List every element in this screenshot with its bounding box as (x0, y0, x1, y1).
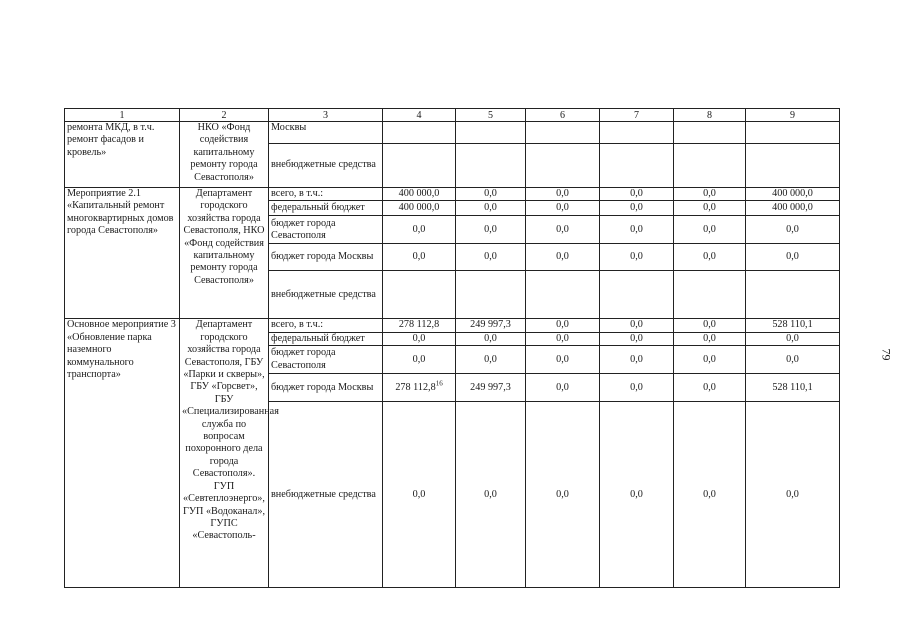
measure-name-cell: ремонта МКД, в т.ч. ремонт фасадов и кровель» (65, 122, 180, 188)
value-cell: 0,0 (383, 346, 456, 374)
header-cell: 6 (526, 109, 600, 122)
source-cell: внебюджетные средства (269, 402, 383, 588)
value-cell: 249 997,3 (456, 319, 526, 332)
value-cell: 0,0 (674, 402, 746, 588)
header-cell: 1 (65, 109, 180, 122)
value-cell: 249 997,3 (456, 374, 526, 402)
value-cell (526, 144, 600, 188)
value-cell: 528 110,1 (746, 374, 840, 402)
value-cell: 0,0 (600, 332, 674, 345)
value-cell: 0,0 (526, 332, 600, 345)
value-cell: 0,0 (674, 188, 746, 201)
value-cell: 400 000,0 (383, 201, 456, 216)
value-cell (456, 144, 526, 188)
value-cell: 0,0 (383, 402, 456, 588)
value-cell: 0,0 (746, 244, 840, 271)
header-cell: 3 (269, 109, 383, 122)
measure-name-cell: Мероприятие 2.1 «Капитальный ремонт многоквартирных домов города Севастополя» (65, 188, 180, 319)
source-cell: Москвы (269, 122, 383, 144)
page-number: 79 (879, 348, 894, 361)
executor-cell: Департамент городского хозяйства города Севастополя, ГБУ «Парки и скверы», ГБУ «Горсвет», ГБУ «Специализированная служба по вопросам похоронного дела города Севастополя». ГУП «Севтеплоэнерго», ГУП «Водоканал», ГУПС «Севастополь- (180, 319, 269, 588)
source-cell: всего, в т.ч.: (269, 188, 383, 201)
value-cell: 0,0 (526, 374, 600, 402)
value-cell: 0,0 (456, 188, 526, 201)
source-cell: бюджет города Москвы (269, 374, 383, 402)
source-cell: федеральный бюджет (269, 201, 383, 216)
value-cell: 0,0 (746, 402, 840, 588)
source-cell: внебюджетные средства (269, 271, 383, 319)
value-cell: 400 000,0 (383, 188, 456, 201)
source-cell: бюджет города Москвы (269, 244, 383, 271)
value-cell: 0,0 (526, 402, 600, 588)
value-cell: 0,0 (674, 346, 746, 374)
table-row (65, 188, 840, 201)
value-cell (526, 271, 600, 319)
value-cell: 0,0 (526, 244, 600, 271)
value-cell: 0,0 (526, 346, 600, 374)
value-cell (600, 144, 674, 188)
executor-cell: НКО «Фонд содействия капитальному ремонту города Севастополя» (180, 122, 269, 188)
value-cell: 0,0 (526, 201, 600, 216)
value-cell: 0,0 (456, 332, 526, 345)
value-cell (383, 144, 456, 188)
value-cell: 0,0 (456, 346, 526, 374)
value-cell: 0,0 (746, 346, 840, 374)
value-cell: 0,0 (456, 244, 526, 271)
header-cell: 9 (746, 109, 840, 122)
source-cell: всего, в т.ч.: (269, 319, 383, 332)
value-cell: 0,0 (600, 374, 674, 402)
value-cell (600, 271, 674, 319)
value-cell: 0,0 (600, 216, 674, 244)
value-cell (600, 122, 674, 144)
value-cell: 528 110,1 (746, 319, 840, 332)
footnote-mark: 16 (435, 379, 443, 388)
value-cell: 0,0 (456, 402, 526, 588)
value-cell: 0,0 (600, 201, 674, 216)
value-cell: 0,0 (674, 201, 746, 216)
value-cell: 0,0 (526, 319, 600, 332)
source-cell: федеральный бюджет (269, 332, 383, 345)
budget-table (64, 108, 840, 588)
value-cell: 0,0 (674, 244, 746, 271)
measure-name-cell: Основное мероприятие 3 «Обновление парка наземного коммунального транспорта» (65, 319, 180, 588)
value-cell: 0,0 (456, 216, 526, 244)
value-cell: 278 112,8 (383, 319, 456, 332)
value-cell (674, 271, 746, 319)
header-cell: 5 (456, 109, 526, 122)
value-cell: 0,0 (600, 244, 674, 271)
value-cell (526, 122, 600, 144)
header-cell: 7 (600, 109, 674, 122)
source-cell: бюджет города Севастополя (269, 216, 383, 244)
value-cell: 0,0 (600, 319, 674, 332)
value-text: 278 112,8 (395, 381, 436, 393)
value-cell (746, 271, 840, 319)
value-cell: 0,0 (383, 244, 456, 271)
value-cell: 0,0 (674, 319, 746, 332)
value-cell: 0,0 (383, 216, 456, 244)
executor-cell: Департамент городского хозяйства города Севастополя, НКО «Фонд содействия капитальному ремонту города Севастополя» (180, 188, 269, 319)
value-cell: 400 000,0 (746, 188, 840, 201)
value-cell: 0,0 (456, 201, 526, 216)
value-cell (746, 122, 840, 144)
value-cell: 0,0 (746, 216, 840, 244)
value-cell: 0,0 (600, 402, 674, 588)
value-cell: 0,0 (600, 346, 674, 374)
header-cell: 8 (674, 109, 746, 122)
value-cell: 0,0 (674, 216, 746, 244)
value-cell: 0,0 (746, 332, 840, 345)
value-cell (383, 271, 456, 319)
header-cell: 2 (180, 109, 269, 122)
value-cell: 0,0 (526, 216, 600, 244)
value-cell (746, 144, 840, 188)
value-cell: 0,0 (383, 332, 456, 345)
value-cell (674, 122, 746, 144)
table-row (65, 122, 840, 144)
value-cell: 400 000,0 (746, 201, 840, 216)
value-cell (383, 374, 456, 402)
value-cell (383, 122, 456, 144)
value-cell (674, 144, 746, 188)
value-cell: 0,0 (674, 374, 746, 402)
table-row (65, 319, 840, 332)
value-cell: 0,0 (674, 332, 746, 345)
header-row (65, 109, 840, 122)
source-cell: бюджет города Севастополя (269, 346, 383, 374)
value-cell (456, 271, 526, 319)
header-cell: 4 (383, 109, 456, 122)
source-cell: внебюджетные средства (269, 144, 383, 188)
value-cell: 0,0 (526, 188, 600, 201)
value-cell: 0,0 (600, 188, 674, 201)
value-cell (456, 122, 526, 144)
